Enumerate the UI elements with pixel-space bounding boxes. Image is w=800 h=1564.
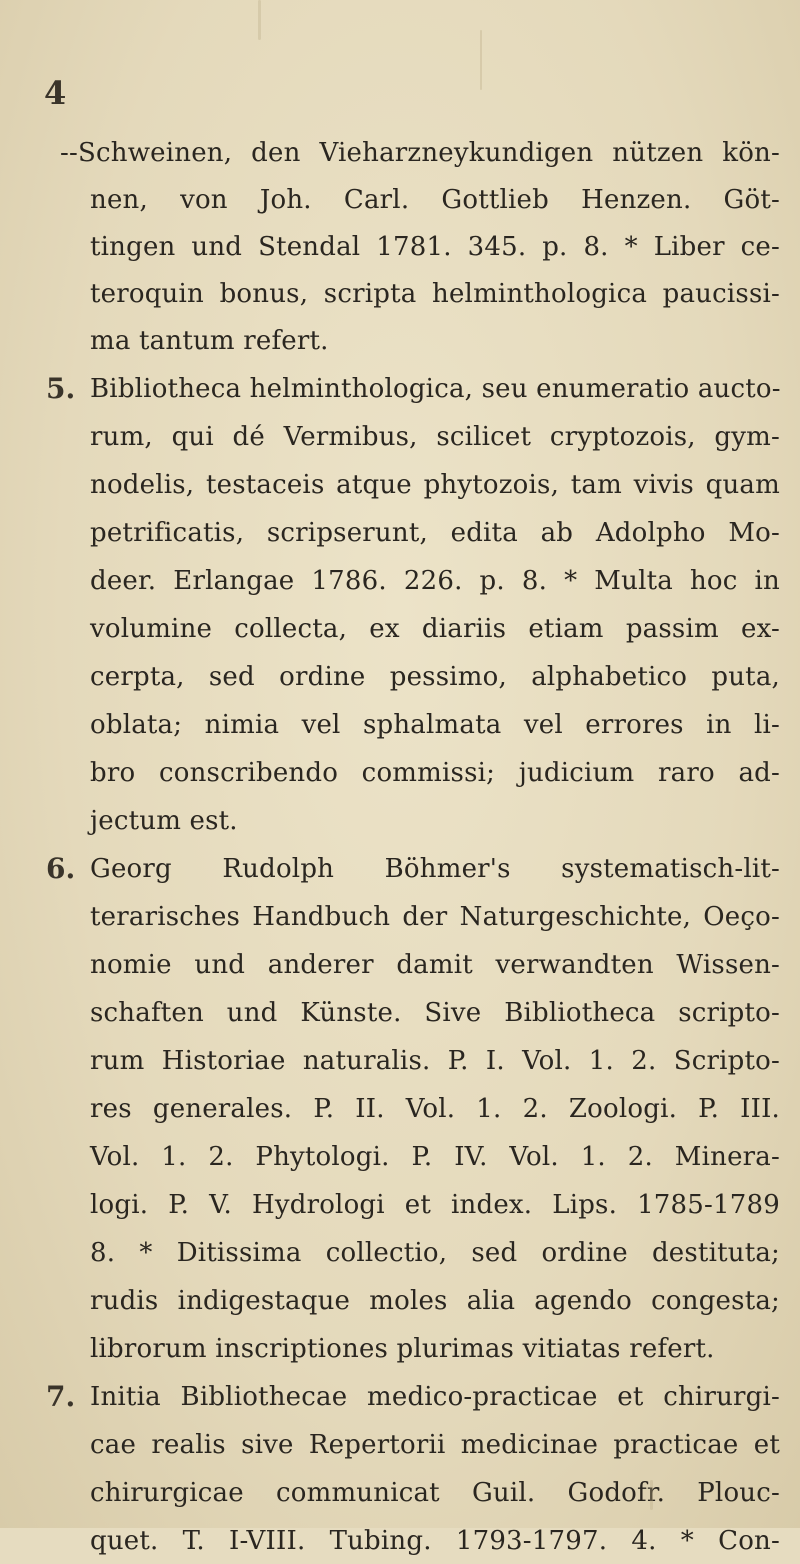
entry-line: petrificatis, scripserunt, edita ab Adolpho Mo- xyxy=(90,518,780,548)
entry-line: ma tantum refert. xyxy=(90,326,329,356)
entry-line: cae realis sive Repertorii medicinae practicae et xyxy=(90,1430,780,1460)
entry-number: 6. xyxy=(46,852,76,885)
entry-line: teroquin bonus, scripta helminthologica paucissi- xyxy=(90,279,780,309)
entry-line: rudis indigestaque moles alia agendo congesta; xyxy=(90,1286,780,1316)
entry-line: oblata; nimia vel sphalmata vel errores in li- xyxy=(90,710,780,740)
entry-line: librorum inscriptiones plurimas vitiatas refert. xyxy=(90,1334,715,1364)
paper-mark xyxy=(650,1480,653,1510)
entry-line: Vol. 1. 2. Phytologi. P. IV. Vol. 1. 2. Minera- xyxy=(90,1142,780,1172)
entry-line: --Schweinen, den Vieharzneykundigen nützen kön- xyxy=(60,138,780,168)
entry-number: 5. xyxy=(46,372,76,405)
entry-line: tingen und Stendal 1781. 345. p. 8. * Liber ce- xyxy=(90,232,780,262)
entry-line: Initia Bibliothecae medico-practicae et chirurgi- xyxy=(90,1382,780,1412)
entry-line: bro conscribendo commissi; judicium raro ad- xyxy=(90,758,780,788)
entry-line: terarisches Handbuch der Naturgeschichte, Oeço- xyxy=(90,902,780,932)
entry-line: schaften und Künste. Sive Bibliotheca scripto- xyxy=(90,998,780,1028)
entry-line: quet. T. I-VIII. Tubing. 1793-1797. 4. * Con- xyxy=(90,1526,780,1556)
entry-line: deer. Erlangae 1786. 226. p. 8. * Multa hoc in xyxy=(90,566,780,596)
entry-line: nodelis, testaceis atque phytozois, tam vivis quam xyxy=(90,470,780,500)
paper-mark xyxy=(258,0,261,40)
entry-line: jectum est. xyxy=(90,806,238,836)
entry-number: 7. xyxy=(46,1380,76,1413)
entry-line: nomie und anderer damit verwandten Wissen- xyxy=(90,950,780,980)
entry-line: nen, von Joh. Carl. Gottlieb Henzen. Göt- xyxy=(90,185,780,215)
entry-line: 8. * Ditissima collectio, sed ordine destituta; xyxy=(90,1238,780,1268)
entry-line: Georg Rudolph Böhmer's systematisch-lit- xyxy=(90,854,780,884)
entry-line: cerpta, sed ordine pessimo, alphabetico puta, xyxy=(90,662,780,692)
entry-line: rum Historiae naturalis. P. I. Vol. 1. 2. Scripto- xyxy=(90,1046,780,1076)
entry-line: logi. P. V. Hydrologi et index. Lips. 1785-1789 xyxy=(90,1190,780,1220)
page-number: 4 xyxy=(44,74,67,112)
paper-mark xyxy=(480,30,482,90)
entry-line: Bibliotheca helminthologica, seu enumeratio aucto- xyxy=(90,374,781,404)
entry-line: chirurgicae communicat Guil. Godofr. Plouc- xyxy=(90,1478,780,1508)
entry-line: res generales. P. II. Vol. 1. 2. Zoologi. P. III. xyxy=(90,1094,780,1124)
entry-line: volumine collecta, ex diariis etiam passim ex- xyxy=(90,614,780,644)
entry-line: rum, qui dé Vermibus, scilicet cryptozois, gym- xyxy=(90,422,780,452)
